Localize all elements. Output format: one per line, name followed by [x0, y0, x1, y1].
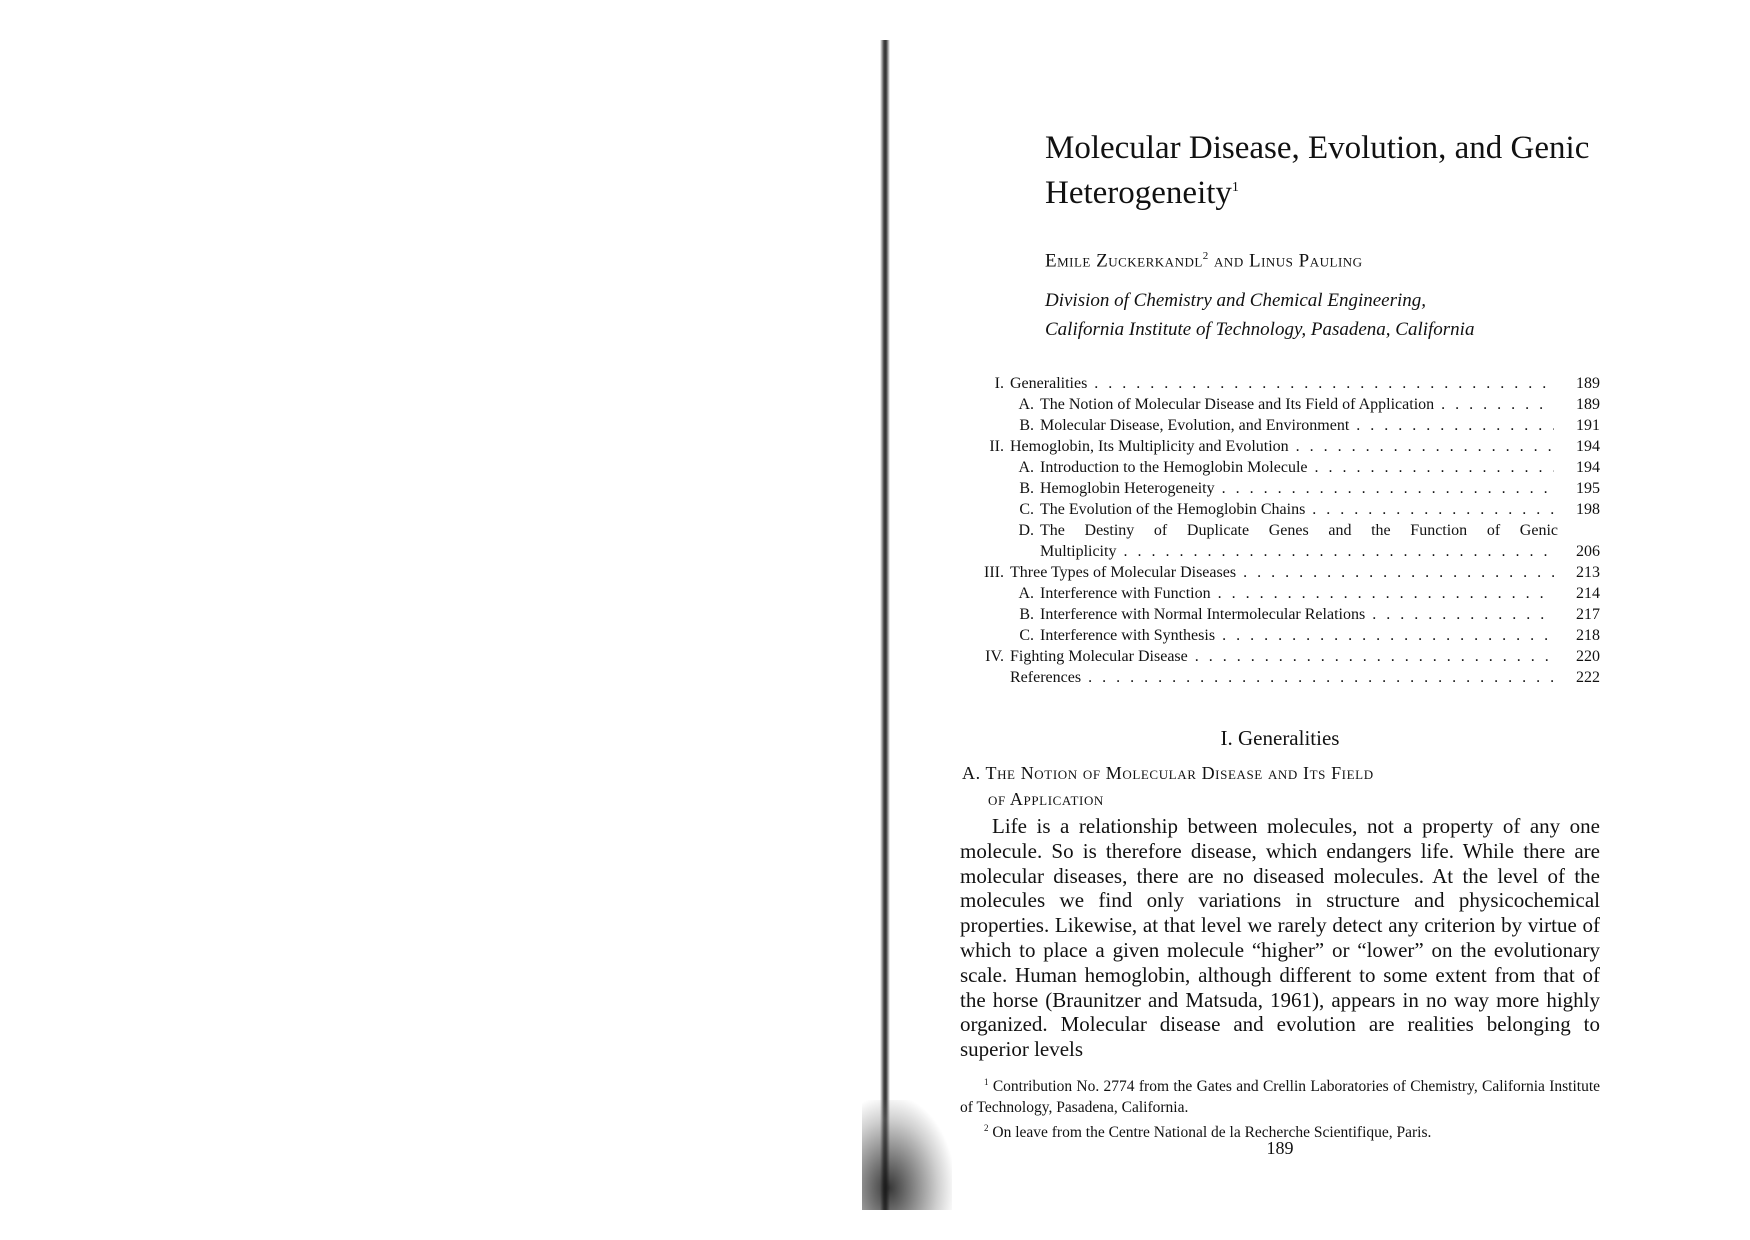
toc-title: Generalities . . . — [1010, 373, 1554, 394]
toc-page: 214 — [1576, 585, 1600, 602]
toc-row — [960, 667, 1600, 688]
toc-page: 191 — [1576, 417, 1600, 434]
toc-row — [960, 478, 1600, 499]
toc-page: 220 — [1576, 648, 1600, 665]
toc-title: Molecular Disease, Evolution, and Environment . . . — [1040, 415, 1554, 436]
toc-page: 213 — [1576, 564, 1600, 581]
toc-row — [960, 457, 1600, 478]
toc-number: IV. — [985, 648, 1004, 665]
subsection-heading-line-2: of Application — [988, 789, 1104, 809]
toc-number: C. — [1019, 627, 1034, 644]
toc-title: Fighting Molecular Disease . . . — [1010, 646, 1554, 667]
toc-title: Hemoglobin, Its Multiplicity and Evolution . . . — [1010, 436, 1554, 457]
toc-page: 189 — [1576, 375, 1600, 392]
author-1-footnote-mark: 2 — [1202, 250, 1209, 262]
toc-row — [960, 520, 1600, 541]
toc-number: B. — [1019, 606, 1034, 623]
book-spine-shadow — [880, 40, 890, 1210]
toc-row — [960, 604, 1600, 625]
footnote-1 — [960, 1072, 1600, 1118]
toc-row — [960, 436, 1600, 457]
toc-page: 189 — [1576, 396, 1600, 413]
title-text: Molecular Disease, Evolution, and Genic Heterogeneity — [1045, 130, 1590, 211]
toc-title: The Evolution of the Hemoglobin Chains . . . — [1040, 499, 1554, 520]
toc-title: Interference with Function . . . — [1040, 583, 1554, 604]
footnote-1-text: Contribution No. 2774 from the Gates and Crellin Laboratories of Chemistry, California Institute of Technology, Pasadena, California. — [960, 1078, 1601, 1117]
footnote-1-mark: 1 — [984, 1077, 989, 1087]
authors-and: and — [1214, 250, 1244, 272]
author-1: Emile Zuckerkandl — [1045, 250, 1203, 272]
footnotes — [960, 1072, 1600, 1143]
toc-title: Three Types of Molecular Diseases . . . — [1010, 562, 1554, 583]
toc-number: II. — [989, 438, 1004, 455]
toc-title: Hemoglobin Heterogeneity . . . — [1040, 478, 1554, 499]
toc-row — [960, 541, 1600, 562]
footnote-2-text: On leave from the Centre National de la Recherche Scientifique, Paris. — [992, 1124, 1432, 1142]
toc-number: B. — [1019, 480, 1034, 497]
toc-page: 206 — [1576, 543, 1600, 560]
toc-title: Interference with Synthesis . . . — [1040, 625, 1554, 646]
toc-page: 194 — [1576, 459, 1600, 476]
article-title — [1045, 128, 1605, 213]
toc-page: 222 — [1576, 669, 1600, 686]
toc-number: I. — [994, 375, 1004, 392]
toc-title: References . . . — [1010, 667, 1554, 688]
toc-row — [960, 373, 1600, 394]
subsection-heading — [962, 760, 1562, 812]
toc-title: The Destiny of Duplicate Genes and the Function of Genic — [1040, 522, 1558, 539]
toc-title: Multiplicity . . . — [1040, 541, 1554, 562]
authors — [1045, 250, 1363, 272]
toc-row — [960, 646, 1600, 667]
body-paragraph: Life is a relationship between molecules, not a property of any one molecule. So is therefore disease, which endangers life. While there are molecular diseases, there are no diseased molecules. At the level of the molecules we find only variations in structure and physicochemical properties. Likewise, at that level we rarely detect any criterion by virtue of which to place a given molecule “higher” or “lower” on the evolutionary scale. Human hemoglobin, although different to some extent from that of the horse (Braunitzer and Matsuda, 1961), appears in no way more highly organized. Molecular disease and evolution are realities belonging to superior levels — [960, 814, 1600, 1062]
title-footnote-mark: 1 — [1231, 180, 1239, 195]
toc-page: 194 — [1576, 438, 1600, 455]
toc-number: C. — [1019, 501, 1034, 518]
toc-row — [960, 499, 1600, 520]
subsection-heading-line-1: A. The Notion of Molecular Disease and Its Field — [962, 763, 1374, 783]
toc-title: Introduction to the Hemoglobin Molecule . . . — [1040, 457, 1554, 478]
affiliation-line-2: California Institute of Technology, Pasadena, California — [1045, 319, 1475, 340]
toc-row — [960, 562, 1600, 583]
page-number: 189 — [1266, 1138, 1294, 1158]
toc-number: A. — [1018, 396, 1034, 413]
toc-row — [960, 625, 1600, 646]
toc-row — [960, 394, 1600, 415]
toc-row — [960, 583, 1600, 604]
toc-number: D. — [1018, 522, 1034, 539]
book-spine-shadow-bottom — [862, 1100, 952, 1210]
footnote-2-mark: 2 — [984, 1123, 989, 1134]
toc-row — [960, 415, 1600, 436]
table-of-contents — [960, 373, 1600, 688]
toc-page: 195 — [1576, 480, 1600, 497]
toc-number: A. — [1018, 459, 1034, 476]
affiliation — [1045, 286, 1474, 344]
affiliation-line-1: Division of Chemistry and Chemical Engineering, — [1045, 290, 1427, 311]
toc-page: 217 — [1576, 606, 1600, 623]
toc-title: Interference with Normal Intermolecular Relations . . . — [1040, 604, 1554, 625]
section-heading: I. Generalities — [1220, 726, 1340, 750]
toc-page: 198 — [1576, 501, 1600, 518]
toc-number: III. — [984, 564, 1004, 581]
toc-number: A. — [1018, 585, 1034, 602]
author-2: Linus Pauling — [1248, 250, 1363, 272]
toc-title: The Notion of Molecular Disease and Its Field of Application . . . — [1040, 394, 1554, 415]
toc-page: 218 — [1576, 627, 1600, 644]
toc-number: B. — [1019, 417, 1034, 434]
